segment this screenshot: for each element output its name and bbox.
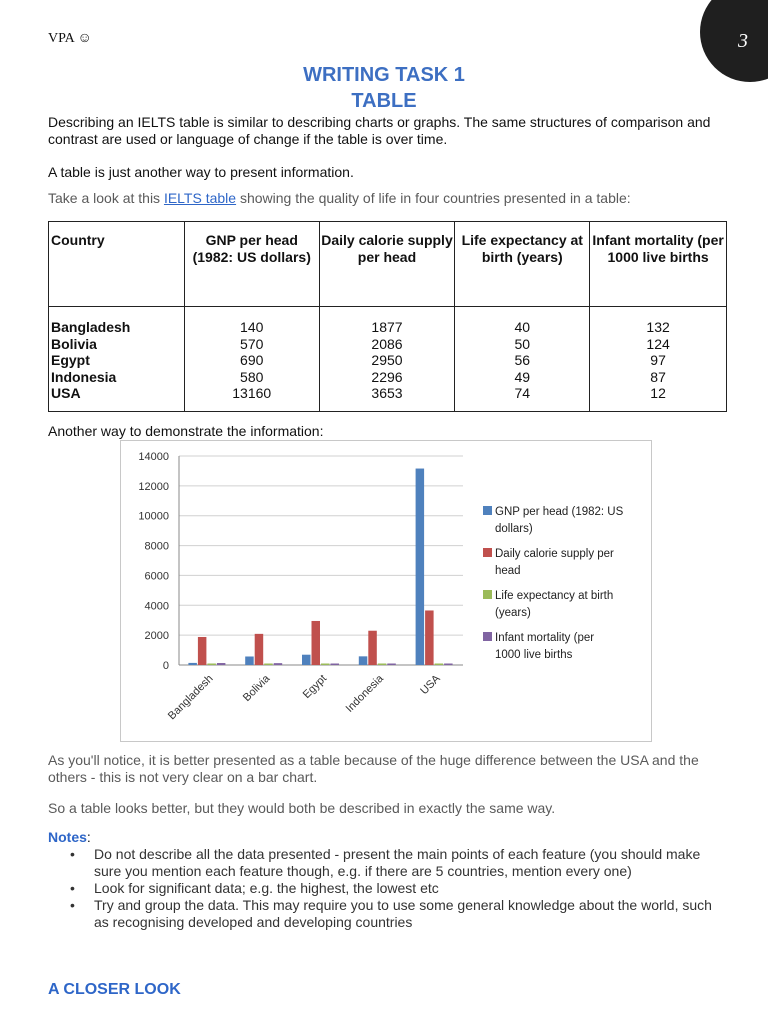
infant-cell: 132 <box>646 319 670 335</box>
bullet-icon: • <box>70 897 75 913</box>
calorie-cell: 1877 <box>371 319 403 335</box>
x-tick-label: Bangladesh <box>165 672 216 723</box>
note-text: Look for significant data; e.g. the highest, the lowest etc <box>94 880 439 896</box>
table-intro-after: showing the quality of life in four countries presented in a table: <box>236 190 631 206</box>
bar <box>255 634 264 665</box>
page-number: 3 <box>738 30 748 52</box>
notes-label: Notes <box>48 829 87 845</box>
bar <box>368 631 377 665</box>
intro-paragraph: Describing an IELTS table is similar to describing charts or graphs. The same structures of comparison and contrast are used or language of change if the table is over time. <box>48 114 711 147</box>
bar <box>312 621 321 665</box>
list-item <box>48 880 728 897</box>
note-text: Try and group the data. This may require you to use some general knowledge about the world, such as recognising developed and developing countries <box>94 897 712 930</box>
life-cell: 40 <box>514 319 531 335</box>
chart-intro: Another way to demonstrate the information: <box>48 423 324 439</box>
life-cell: 74 <box>514 385 531 401</box>
calorie-cell: 3653 <box>371 385 403 401</box>
bar-chart <box>121 441 651 741</box>
y-tick-label: 4000 <box>144 600 169 613</box>
bar <box>444 664 453 666</box>
y-tick-label: 6000 <box>144 570 169 583</box>
bar-chart-frame <box>120 440 652 742</box>
bar <box>207 664 216 666</box>
bar <box>435 664 444 666</box>
x-tick-label: Egypt <box>300 672 330 702</box>
gnp-cell: 13160 <box>232 385 272 401</box>
infant-cell: 124 <box>646 335 670 352</box>
infant-mortality-column <box>590 307 727 412</box>
header-life-expectancy: Life expectancy at birth (years) <box>455 222 590 307</box>
header-country: Country <box>49 222 185 307</box>
notes-heading <box>48 829 91 845</box>
infant-cell: 97 <box>650 352 666 368</box>
bullet-icon: • <box>70 880 75 896</box>
bar <box>198 637 207 665</box>
country-cell: Bangladesh <box>51 319 131 335</box>
table-intro-before: Take a look at this <box>48 190 164 206</box>
legend-label: GNP per head (1982: US dollars) <box>495 506 624 535</box>
calorie-cell: 2950 <box>371 352 403 368</box>
bar <box>302 655 311 665</box>
legend-swatch <box>483 548 492 557</box>
quality-of-life-table <box>48 221 727 412</box>
gnp-column <box>184 307 319 412</box>
bar <box>425 610 434 665</box>
bar <box>378 664 387 666</box>
legend-label: Infant mortality (per 1000 live births <box>495 632 595 661</box>
bar <box>264 664 273 666</box>
table-body-row <box>49 307 727 412</box>
gnp-cell: 570 <box>240 335 264 352</box>
infant-cell: 12 <box>650 385 666 401</box>
y-tick-label: 10000 <box>138 510 169 523</box>
y-tick-label: 0 <box>162 660 169 672</box>
page-subtitle: TABLE <box>351 90 417 112</box>
country-column <box>49 307 185 412</box>
notes-colon: : <box>86 829 91 845</box>
y-tick-label: 8000 <box>144 540 169 553</box>
list-item <box>48 897 728 931</box>
after-chart-paragraph: As you'll notice, it is better presented as a table because of the huge difference between the USA and the others - this is not very clear on a bar chart. <box>48 752 699 785</box>
document-header: VPA ☺ <box>48 31 92 46</box>
header-calorie: Daily calorie supply per head <box>319 222 455 307</box>
list-item <box>48 846 728 880</box>
header-infant-mortality: Infant mortality (per 1000 live births <box>590 222 727 307</box>
bar <box>387 664 396 666</box>
x-tick-label: USA <box>418 672 443 698</box>
bar <box>188 663 197 665</box>
header-gnp: GNP per head (1982: US dollars) <box>184 222 319 307</box>
y-tick-label: 2000 <box>144 630 169 643</box>
table-header-row <box>49 222 727 307</box>
closer-look-heading: A CLOSER LOOK <box>48 981 181 998</box>
x-tick-label: Bolivia <box>240 672 273 705</box>
gnp-cell: 580 <box>240 368 264 385</box>
note-text: Do not describe all the data presented - present the main points of each feature (you should make sure you mention each feature though, e.g. if there are 5 countries, mention every one) <box>94 846 701 879</box>
bar <box>359 656 368 665</box>
legend-label: Daily calorie supply per head <box>495 548 614 577</box>
intro-sentence: A table is just another way to present information. <box>48 164 354 180</box>
country-cell: Egypt <box>51 352 90 368</box>
life-expectancy-column <box>455 307 590 412</box>
bar <box>217 663 226 665</box>
calorie-column <box>319 307 455 412</box>
gnp-cell: 140 <box>240 319 264 335</box>
life-cell: 56 <box>514 352 531 368</box>
bar <box>245 656 254 665</box>
bullet-icon: • <box>70 846 75 862</box>
legend-label: Life expectancy at birth (years) <box>495 590 614 619</box>
bar <box>321 664 330 666</box>
y-tick-label: 14000 <box>138 451 169 463</box>
life-cell: 49 <box>514 368 531 385</box>
country-cell: Indonesia <box>51 368 117 385</box>
country-cell: USA <box>51 385 81 401</box>
notes-list <box>48 846 728 931</box>
bar <box>331 664 340 666</box>
life-cell: 50 <box>514 335 531 352</box>
legend-swatch <box>483 590 492 599</box>
country-cell: Bolivia <box>51 335 97 352</box>
gnp-cell: 690 <box>240 352 264 368</box>
page-title: WRITING TASK 1 <box>303 64 465 86</box>
legend-swatch <box>483 632 492 641</box>
infant-cell: 87 <box>650 368 666 385</box>
y-tick-label: 12000 <box>138 480 169 493</box>
calorie-cell: 2086 <box>371 335 403 352</box>
bar <box>416 469 425 665</box>
ielts-table-link[interactable]: IELTS table <box>163 190 237 206</box>
summary-sentence: So a table looks better, but they would both be described in exactly the same way. <box>48 800 556 816</box>
table-intro <box>48 190 728 207</box>
bar <box>274 663 283 665</box>
legend-swatch <box>483 506 492 515</box>
x-tick-label: Indonesia <box>343 672 386 715</box>
calorie-cell: 2296 <box>371 368 403 385</box>
